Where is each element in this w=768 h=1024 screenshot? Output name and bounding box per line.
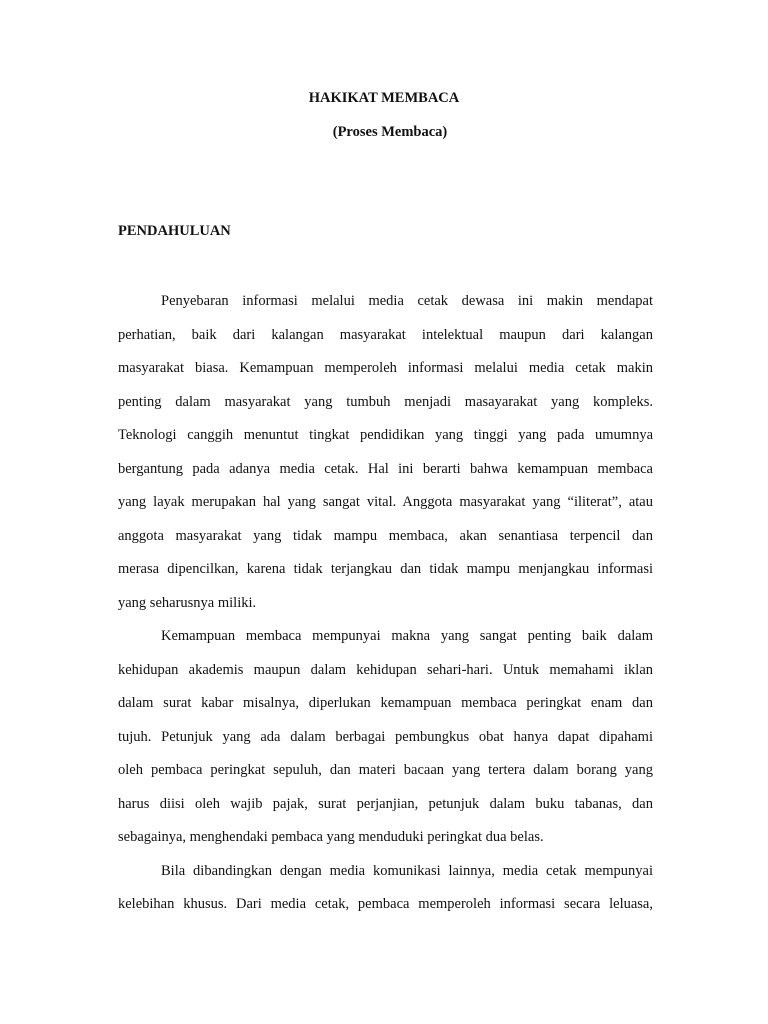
document-subtitle: (Proses Membaca) <box>332 124 448 140</box>
text-line: kelebihan khusus. Dari media cetak, pembaca memperoleh informasi secara leluasa, <box>118 896 653 912</box>
text-line: Teknologi canggih menuntut tingkat pendidikan yang tinggi yang pada umumnya <box>118 427 653 443</box>
text-line: anggota masyarakat yang tidak mampu membaca, akan senantiasa terpencil dan <box>118 527 653 544</box>
text-line: sebagainya, menghendaki pembaca yang menduduki peringkat dua belas. <box>118 829 544 845</box>
text-line: dalam surat kabar misalnya, diperlukan kemampuan membaca peringkat enam dan <box>118 695 653 711</box>
paragraph-3 <box>118 855 653 922</box>
text-line: tujuh. Petunjuk yang ada dalam berbagai pembungkus obat hanya dapat dipahami <box>118 728 653 745</box>
text-line: penting dalam masyarakat yang tumbuh menjadi masayarakat yang kompleks. <box>118 393 653 410</box>
text-line: masyarakat biasa. Kemampuan memperoleh informasi melalui media cetak makin <box>118 360 653 376</box>
text-line: merasa dipencilkan, karena tidak terjangkau dan tidak mampu menjangkau informasi <box>118 561 653 577</box>
paragraph-1 <box>118 285 653 620</box>
text-line: Kemampuan membaca mempunyai makna yang sangat penting baik dalam <box>161 628 653 644</box>
text-line: Penyebaran informasi melalui media cetak dewasa ini makin mendapat <box>161 293 653 309</box>
text-line: harus diisi oleh wajib pajak, surat perjanjian, petunjuk dalam buku tabanas, dan <box>118 795 653 812</box>
body-text <box>118 285 653 922</box>
text-line: kehidupan akademis maupun dalam kehidupan sehari-hari. Untuk memahami iklan <box>118 661 653 678</box>
document-title: HAKIKAT MEMBACA <box>308 90 460 106</box>
text-line: perhatian, baik dari kalangan masyarakat intelektual maupun dari kalangan <box>118 326 653 343</box>
text-line: oleh pembaca peringkat sepuluh, dan materi bacaan yang tertera dalam borang yang <box>118 762 653 778</box>
paragraph-2 <box>118 620 653 855</box>
text-line: yang layak merupakan hal yang sangat vital. Anggota masyarakat yang “iliterat”, atau <box>118 494 653 510</box>
text-line: yang seharusnya miliki. <box>118 594 257 611</box>
text-line: Bila dibandingkan dengan media komunikasi lainnya, media cetak mempunyai <box>161 862 653 879</box>
text-line: bergantung pada adanya media cetak. Hal ini berarti bahwa kemampuan membaca <box>118 460 653 477</box>
section-heading: PENDAHULUAN <box>118 223 231 239</box>
